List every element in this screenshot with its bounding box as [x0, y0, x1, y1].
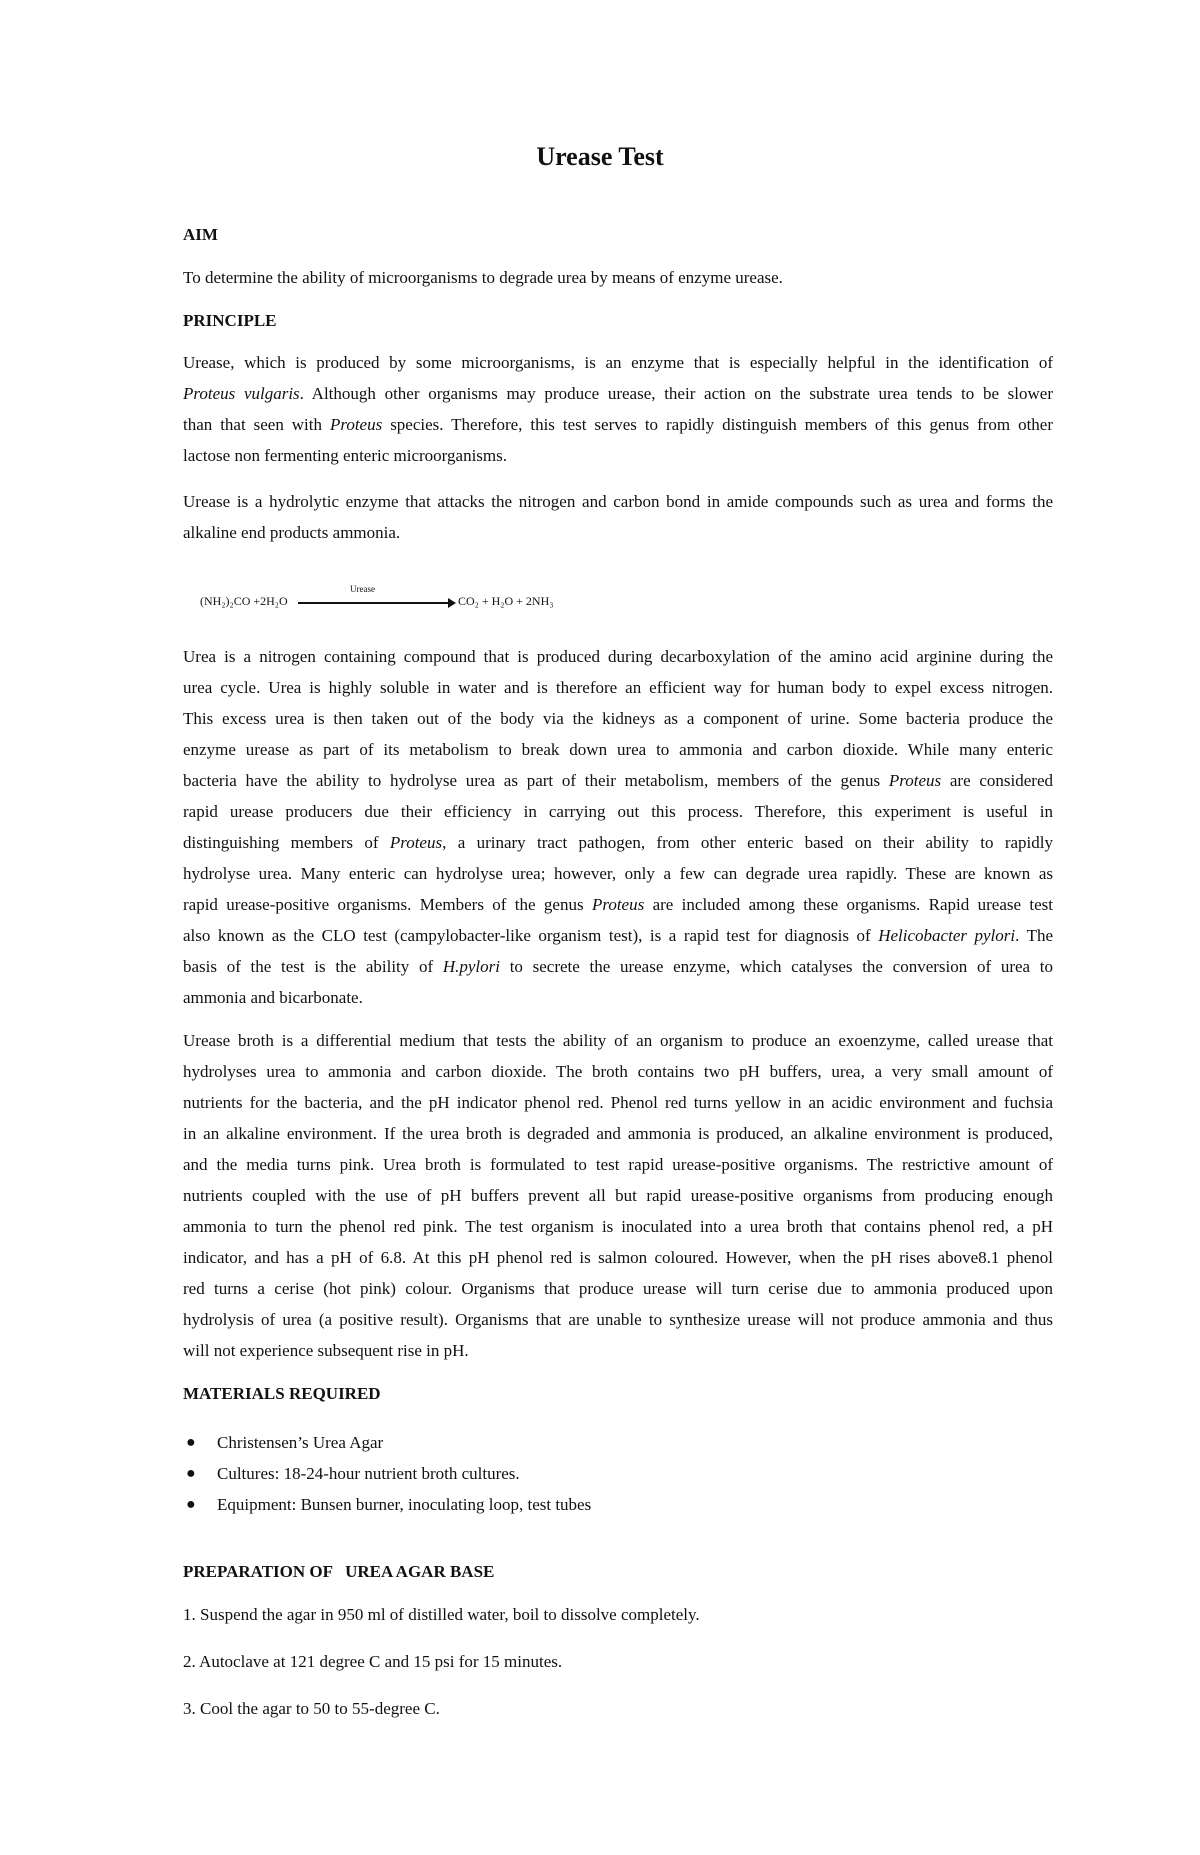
list-item: ● Christensen’s Urea Agar	[183, 1427, 591, 1458]
preparation-step-1: 1. Suspend the agar in 950 ml of distilled water, boil to dissolve completely.	[183, 1605, 700, 1624]
principle-paragraph-1: Urease, which is produced by some microorganisms, is an enzyme that is especially helpful in the identification of Proteus vulgaris. Although other organisms may produce urease, their action on the substrate urea tends to be slower than that seen with Proteus species. Therefore, this test serves to rapidly distinguish members of this genus from other lactose non fermenting enteric microorganisms.	[183, 353, 1054, 465]
equation-products: CO₂ + H₂O + 2NH₃	[458, 594, 554, 608]
page-title: Urease Test	[536, 142, 664, 171]
principle-paragraph-2: Urease is a hydrolytic enzyme that attacks the nitrogen and carbon bond in amide compounds such as urea and forms the alkaline end products ammonia.	[183, 492, 1053, 542]
principle-paragraph-3: Urea is a nitrogen containing compound that is produced during decarboxylation of the amino acid arginine during the urea cycle. Urea is highly soluble in water and is therefore an efficient way for human body to expel excess nitrogen. This excess urea is then taken out of the body via the kidneys as a component of urine. Some bacteria produce the enzyme urease as part of its metabolism to break down urea to ammonia and carbon dioxide. While many enteric bacteria have the ability to hydrolyse urea as part of their metabolism, members of the genus Proteus are considered rapid urease producers due their efficiency in carrying out this process. Therefore, this experiment is useful in distinguishing members of Proteus, a urinary tract pathogen, from other enteric based on their ability to rapidly hydrolyse urea. Many enteric can hydrolyse urea; however, only a few can degrade urea rapidly. These are known as rapid urease-positive organisms. Members of the genus Proteus are included among these organisms. Rapid urease test also known as the CLO test (campylobacter-like organism test), is a rapid test for diagnosis of Helicobacter pylori. The basis of the test is the ability of H.pylori to secrete the urease enzyme, which catalyses the conversion of urea to ammonia and bicarbonate.	[183, 647, 1054, 1007]
list-item: ● Cultures: 18-24-hour nutrient broth cultures.	[183, 1458, 591, 1489]
preparation-step-2: 2. Autoclave at 121 degree C and 15 psi for 15 minutes.	[183, 1652, 563, 1671]
reaction-arrow	[298, 602, 450, 604]
urease-reaction-equation	[200, 584, 600, 620]
preparation-heading: PREPARATION OF UREA AGAR BASE	[183, 1562, 495, 1581]
materials-heading: MATERIALS REQUIRED	[183, 1384, 381, 1403]
bullet-icon: ●	[186, 1496, 196, 1513]
equation-reactants: (NH₂)₂CO +2H₂O	[200, 594, 288, 608]
aim-heading: AIM	[183, 225, 218, 244]
aim-text: To determine the ability of microorganisms to degrade urea by means of enzyme urease.	[183, 268, 783, 287]
principle-heading: PRINCIPLE	[183, 311, 277, 330]
principle-paragraph-4: Urease broth is a differential medium that tests the ability of an organism to produce an exoenzyme, called urease that hydrolyses urea to ammonia and carbon dioxide. The broth contains two pH buffers, urea, a very small amount of nutrients for the bacteria, and the pH indicator phenol red. Phenol red turns yellow in an acidic environment and fuchsia in an alkaline environment. If the urea broth is degraded and ammonia is produced, an alkaline environment is produced, and the media turns pink. Urea broth is formulated to test rapid urease-positive organisms. The restrictive amount of nutrients coupled with the use of pH buffers prevent all but rapid urease-positive organisms from producing enough ammonia to turn the phenol red pink. The test organism is inoculated into a urea broth that contains phenol red, a pH indicator, and has a pH of 6.8. At this pH phenol red is salmon coloured. However, when the pH rises above8.1 phenol red turns a cerise (hot pink) colour. Organisms that produce urease will turn cerise due to ammonia produced upon hydrolysis of urea (a positive result). Organisms that are unable to synthesize urease will not produce ammonia and thus will not experience subsequent rise in pH.	[183, 1031, 1053, 1360]
bullet-icon: ●	[186, 1434, 196, 1451]
materials-list	[183, 1427, 591, 1520]
bullet-icon: ●	[186, 1465, 196, 1482]
list-item: ● Equipment: Bunsen burner, inoculating loop, test tubes	[183, 1489, 591, 1520]
equation-enzyme-label: Urease	[350, 584, 375, 594]
preparation-step-3: 3. Cool the agar to 50 to 55-degree C.	[183, 1699, 440, 1718]
